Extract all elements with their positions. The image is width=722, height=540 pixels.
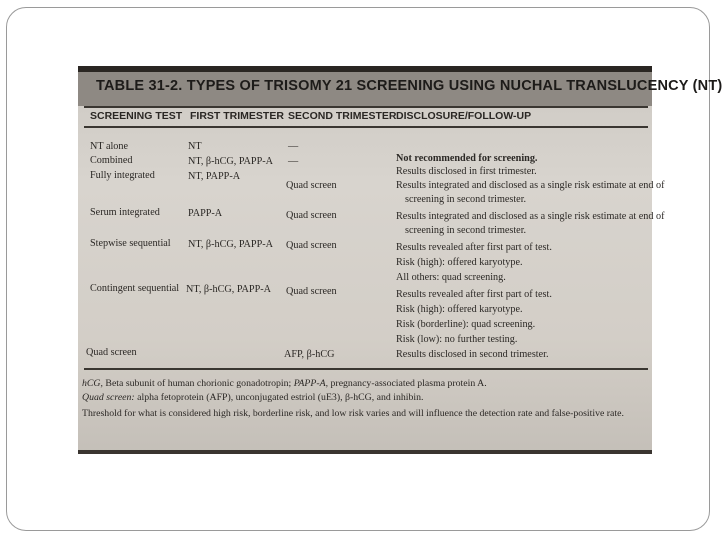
footnote-pappa-text: pregnancy-associated plasma protein A. (328, 378, 487, 389)
row-nt-alone-disclosure: Not recommended for screening. (396, 153, 538, 164)
row-contingent-disclosure-4: Risk (low): no further testing. (396, 334, 518, 345)
row-stepwise-test: Stepwise sequential (90, 238, 171, 249)
row-stepwise-disclosure-2: Risk (high): offered karyotype. (396, 257, 523, 268)
row-quad-disclosure: Results disclosed in second trimester. (396, 349, 549, 360)
row-nt-alone-second: — (288, 141, 299, 152)
row-combined-test: Combined (90, 155, 133, 166)
row-serum-integrated-disclosure-1: Results integrated and disclosed as a single risk estimate at end of (396, 211, 665, 222)
row-contingent-first: NT, β-hCG, PAPP-A (186, 284, 271, 295)
header-screening-test: SCREENING TEST (90, 110, 183, 122)
footnote-term-quad: Quad screen: (82, 392, 135, 403)
row-combined-disclosure: Results disclosed in first trimester. (396, 166, 537, 177)
row-fully-integrated-disclosure-2: screening in second trimester. (405, 194, 527, 205)
row-stepwise-disclosure-3: All others: quad screening. (396, 272, 506, 283)
row-combined-first: NT, β-hCG, PAPP-A (188, 156, 273, 167)
row-quad-test: Quad screen (86, 347, 137, 358)
row-serum-integrated-test: Serum integrated (90, 207, 160, 218)
table-photo (78, 66, 722, 454)
row-contingent-second: Quad screen (286, 286, 337, 297)
row-stepwise-first: NT, β-hCG, PAPP-A (188, 239, 273, 250)
row-contingent-test: Contingent sequential (90, 283, 180, 294)
row-stepwise-disclosure-1: Results revealed after first part of test. (396, 242, 552, 253)
header-rule (84, 126, 648, 128)
row-stepwise-second: Quad screen (286, 240, 337, 251)
header-first-trimester: FIRST TRIMESTER (190, 110, 284, 122)
table-bottom-rule (84, 368, 648, 370)
row-serum-integrated-second: Quad screen (286, 210, 337, 221)
table-title: TABLE 31-2. TYPES OF TRISOMY 21 SCREENING USING NUCHAL TRANSLUCENCY (NT) (96, 78, 722, 94)
row-nt-alone-test: NT alone (90, 141, 129, 152)
row-contingent-disclosure-3: Risk (borderline): quad screening. (396, 319, 536, 330)
row-serum-integrated-first: PAPP-A (188, 208, 223, 219)
photo-bottom-edge (78, 450, 652, 454)
row-contingent-disclosure-2: Risk (high): offered karyotype. (396, 304, 523, 315)
row-nt-alone-first: NT (188, 141, 202, 152)
row-fully-integrated-first: NT, PAPP-A (188, 171, 241, 182)
row-fully-integrated-test: Fully integrated (90, 170, 155, 181)
row-contingent-disclosure-1: Results revealed after first part of test. (396, 289, 552, 300)
header-disclosure: DISCLOSURE/FOLLOW-UP (396, 110, 532, 122)
row-fully-integrated-disclosure-1: Results integrated and disclosed as a single risk estimate at end of (396, 180, 665, 191)
footnote-term-hcg: hCG, (82, 378, 103, 389)
row-combined-second: — (288, 156, 299, 167)
footnote-abbreviations (82, 378, 487, 389)
row-quad-second: AFP, β-hCG (284, 349, 335, 360)
footnote-term-pappa: PAPP-A, (293, 378, 329, 389)
row-serum-integrated-disclosure-2: screening in second trimester. (405, 225, 527, 236)
footnote-quad-text: alpha fetoprotein (AFP), unconjugated estriol (uE3), β-hCG, and inhibin. (134, 392, 424, 403)
footnote-quad-screen (82, 392, 423, 403)
header-second-trimester: SECOND TRIMESTER (288, 110, 397, 122)
row-fully-integrated-second: Quad screen (286, 180, 337, 191)
footnote-hcg-text: Beta subunit of human chorionic gonadotropin; (102, 378, 294, 389)
footnote-threshold: Threshold for what is considered high risk, borderline risk, and low risk varies and will influence the detection rate and false-positive rate. (82, 408, 624, 419)
title-rule (84, 106, 648, 108)
